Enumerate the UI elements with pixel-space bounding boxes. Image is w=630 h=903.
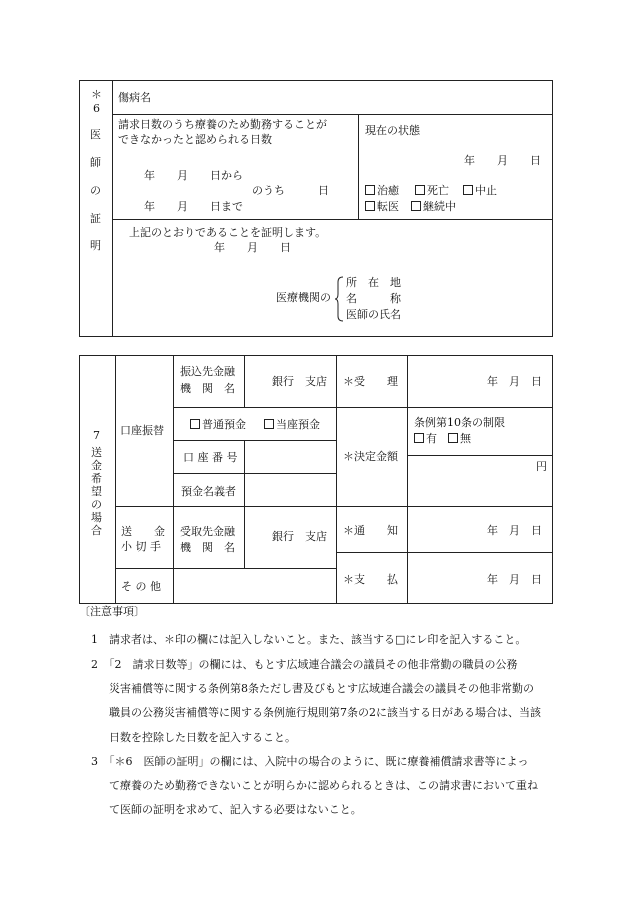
checkbox[interactable] — [264, 419, 274, 429]
receiving-bank-label-line2: 機 関 名 — [180, 541, 235, 554]
doctor-name-label: 医師の氏名 — [346, 308, 401, 321]
section6-number: 6 — [93, 102, 100, 115]
payment-table — [79, 355, 553, 604]
receiving-bank-field[interactable]: 銀行 支店 — [272, 530, 327, 543]
certification-text: 上記のとおりであることを証明します。 — [129, 226, 327, 239]
divider — [115, 506, 553, 507]
divider — [115, 568, 336, 569]
checkbox[interactable] — [448, 433, 458, 443]
divider — [244, 355, 245, 407]
account-type-ordinary[interactable]: 普通預金 — [190, 419, 246, 430]
other-label: そ の 他 — [121, 580, 161, 593]
divider — [336, 355, 337, 604]
divider — [244, 506, 245, 568]
account-number-label: 口 座 番 号 — [183, 451, 238, 464]
yen-unit: 円 — [536, 460, 547, 473]
section6-title-char: 師 — [90, 156, 101, 169]
divider — [173, 473, 336, 474]
receiving-bank-label-line1: 受取先金融 — [180, 525, 235, 538]
of-which-days: のうち 日 — [252, 184, 329, 197]
to-date: 年 月 日まで — [144, 200, 243, 213]
bank-name-field[interactable]: 銀行 支店 — [272, 375, 327, 388]
divider — [336, 552, 553, 553]
status-option-cured[interactable]: 治癒 — [365, 185, 399, 196]
from-date: 年 月 日から — [144, 169, 243, 182]
divider — [115, 355, 116, 604]
divider — [173, 440, 336, 441]
section6-title-char: 明 — [90, 239, 101, 252]
check-label-line2: 小 切 手 — [121, 540, 161, 553]
notes-title: 〔注意事項〕 — [79, 605, 145, 618]
divider — [173, 355, 174, 506]
institution-address-label: 所 在 地 — [346, 276, 401, 289]
note-3-line1: 3 「＊6 医師の証明」の欄には、入院中の場合のように、既に療養補償請求書等によっ — [91, 755, 529, 768]
account-holder-label: 預金名義者 — [181, 485, 236, 498]
status-label: 現在の状態 — [365, 124, 420, 137]
checkbox[interactable] — [365, 185, 375, 195]
status-date: 年 月 日 — [464, 154, 541, 167]
bank-label-line2: 機 関 名 — [180, 382, 235, 395]
checkbox[interactable] — [415, 185, 425, 195]
limit-yes[interactable]: 有 — [414, 433, 437, 444]
note-3-line2: て療養のため勤務できないことが明らかに認められるときは、この請求書において重ね — [109, 779, 538, 792]
note-2-line4: 日数を控除した日数を記入すること。 — [109, 731, 296, 744]
divider — [112, 114, 553, 115]
payment-label: ＊支 払 — [343, 573, 398, 586]
notice-label: ＊通 知 — [343, 524, 398, 537]
status-option-dead[interactable]: 死亡 — [415, 185, 449, 196]
section7-title: 送金希望の場合 — [91, 446, 102, 537]
institution-label: 医療機関の — [276, 291, 331, 304]
institution-name-label: 名 称 — [346, 292, 401, 305]
section6-title-char: 医 — [90, 128, 101, 141]
notice-date: 年 月 日 — [487, 524, 542, 537]
section6-star: ＊ — [91, 88, 102, 101]
decided-amount-label: ＊決定金額 — [343, 450, 398, 463]
status-option-stopped[interactable]: 中止 — [463, 185, 497, 196]
section6-title-char: の — [90, 184, 101, 197]
disease-name-label: 傷病名 — [118, 91, 151, 104]
note-3-line3: て医師の証明を求めて、記入する必要はないこと。 — [109, 803, 362, 816]
status-option-continuing[interactable]: 継続中 — [411, 201, 456, 212]
divider — [407, 355, 408, 604]
transfer-label: 口座振替 — [120, 424, 164, 437]
account-type-current[interactable]: 当座預金 — [264, 419, 320, 430]
note-2-line2: 災害補償等に関する条例第8条ただし書及びもとす広域連合議会の議員その他非常勤の — [109, 682, 534, 695]
payment-date: 年 月 日 — [487, 573, 542, 586]
limit-label: 条例第10条の制限 — [414, 416, 505, 429]
status-option-transfer[interactable]: 転医 — [365, 201, 399, 212]
days-question-line2: できなかったと認められる日数 — [118, 133, 272, 146]
received-label: ＊受 理 — [343, 375, 398, 388]
brace-icon — [334, 276, 344, 322]
checkbox[interactable] — [463, 185, 473, 195]
bank-label-line1: 振込先金融 — [180, 365, 235, 378]
certification-date: 年 月 日 — [214, 241, 291, 254]
divider — [358, 114, 359, 219]
divider — [407, 455, 553, 456]
note-2-line3: 職員の公務災害補償等に関する条例施行規則第7条の2に該当する日がある場合は、当該 — [109, 706, 541, 719]
divider — [112, 219, 553, 220]
checkbox[interactable] — [414, 433, 424, 443]
note-2-line1: 2 「2 請求日数等」の欄には、もとす広域連合議会の議員その他非常勤の職員の公務 — [91, 658, 518, 671]
limit-no[interactable]: 無 — [448, 433, 471, 444]
checkbox[interactable] — [190, 419, 200, 429]
section7-number: 7 — [93, 429, 100, 442]
section6-title-char: 証 — [90, 212, 101, 225]
divider — [173, 407, 553, 408]
days-question-line1: 請求日数のうち療養のため勤務することが — [118, 118, 327, 131]
divider — [173, 506, 174, 604]
checkbox[interactable] — [365, 201, 375, 211]
checkbox[interactable] — [411, 201, 421, 211]
note-1: 1 請求者は、＊印の欄には記入しないこと。また、該当する□にレ印を記入すること。 — [91, 633, 527, 646]
divider — [112, 80, 113, 337]
check-label-line1: 送 金 — [121, 525, 165, 538]
received-date: 年 月 日 — [487, 375, 542, 388]
